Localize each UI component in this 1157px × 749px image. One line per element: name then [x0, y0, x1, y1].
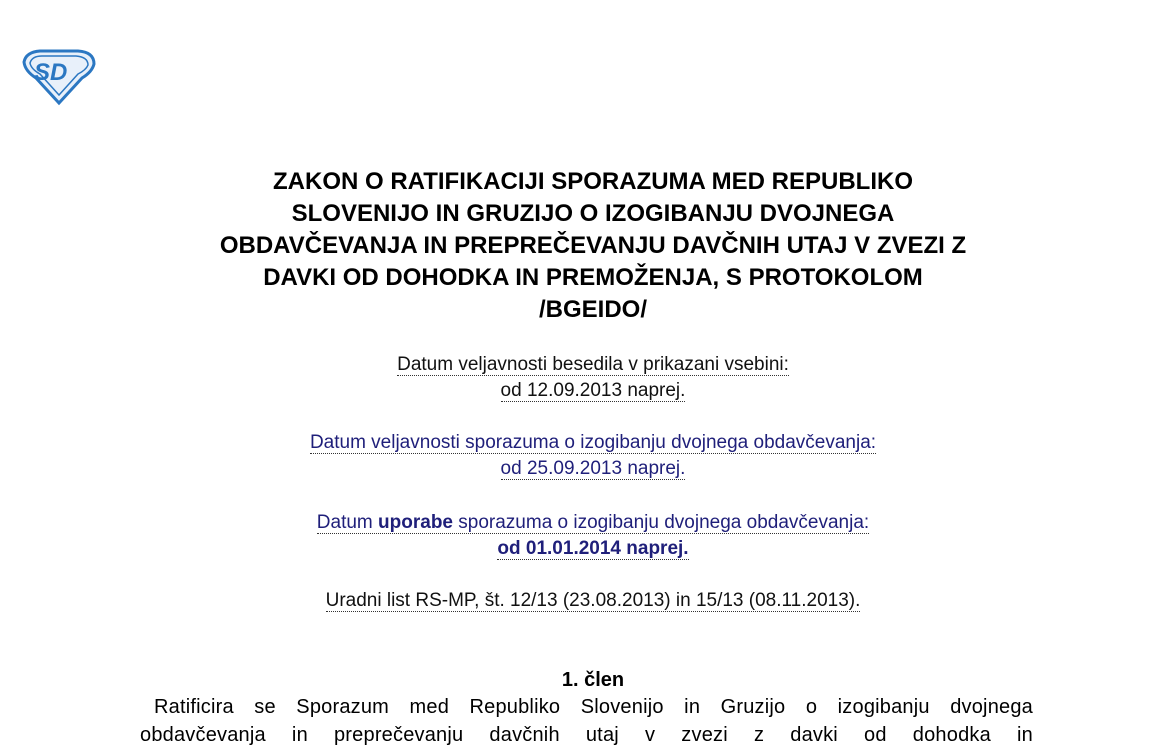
text-validity-label[interactable]: Datum veljavnosti besedila v prikazani vsebini: [397, 354, 789, 375]
agreement-application-label[interactable] [317, 512, 869, 534]
title-line: OBDAVČEVANJA IN PREPREČEVANJU DAVČNIH UTAJ V ZVEZI Z [219, 232, 967, 259]
agreement-validity-link[interactable] [130, 430, 1056, 482]
agreement-application-link[interactable] [130, 510, 1056, 562]
article-heading: 1. člen [561, 669, 625, 691]
label-bold-word: uporabe [378, 512, 453, 533]
title-line: DAVKI OD DOHODKA IN PREMOŽENJA, S PROTOKOLOM [263, 264, 923, 291]
label-prefix: Datum [316, 512, 379, 533]
sd-shield-logo-icon [22, 48, 96, 106]
agreement-validity-label[interactable]: Datum veljavnosti sporazuma o izogibanju dvojnega obdavčevanja: [309, 432, 877, 453]
agreement-application-date[interactable]: od 01.01.2014 naprej. [497, 538, 689, 559]
official-gazette-link[interactable] [130, 588, 1056, 614]
agreement-validity-date[interactable]: od 25.09.2013 naprej. [500, 458, 686, 479]
article-text-line: Ratificira se Sporazum med Republiko Slovenijo in Gruzijo o izogibanju dvojnega [154, 696, 1033, 718]
svg-text:SD: SD [34, 59, 68, 86]
title-line: /BGEIDO/ [538, 296, 647, 323]
text-validity-date[interactable]: od 12.09.2013 naprej. [500, 380, 686, 401]
text-validity-link[interactable] [130, 352, 1056, 404]
document-title [130, 166, 1056, 326]
label-suffix: sporazuma o izogibanju dvojnega obdavčevanja: [453, 512, 870, 533]
article-text-line: obdavčevanja in preprečevanju davčnih utaj v zvezi z davki od dohodka in [140, 724, 1033, 746]
official-gazette-reference[interactable]: Uradni list RS-MP, št. 12/13 (23.08.2013) in 15/13 (08.11.2013). [325, 590, 861, 611]
title-line: ZAKON O RATIFIKACIJI SPORAZUMA MED REPUBLIKO [273, 168, 913, 195]
title-line: SLOVENIJO IN GRUZIJO O IZOGIBANJU DVOJNEGA [291, 200, 895, 227]
article-text [140, 693, 1033, 749]
